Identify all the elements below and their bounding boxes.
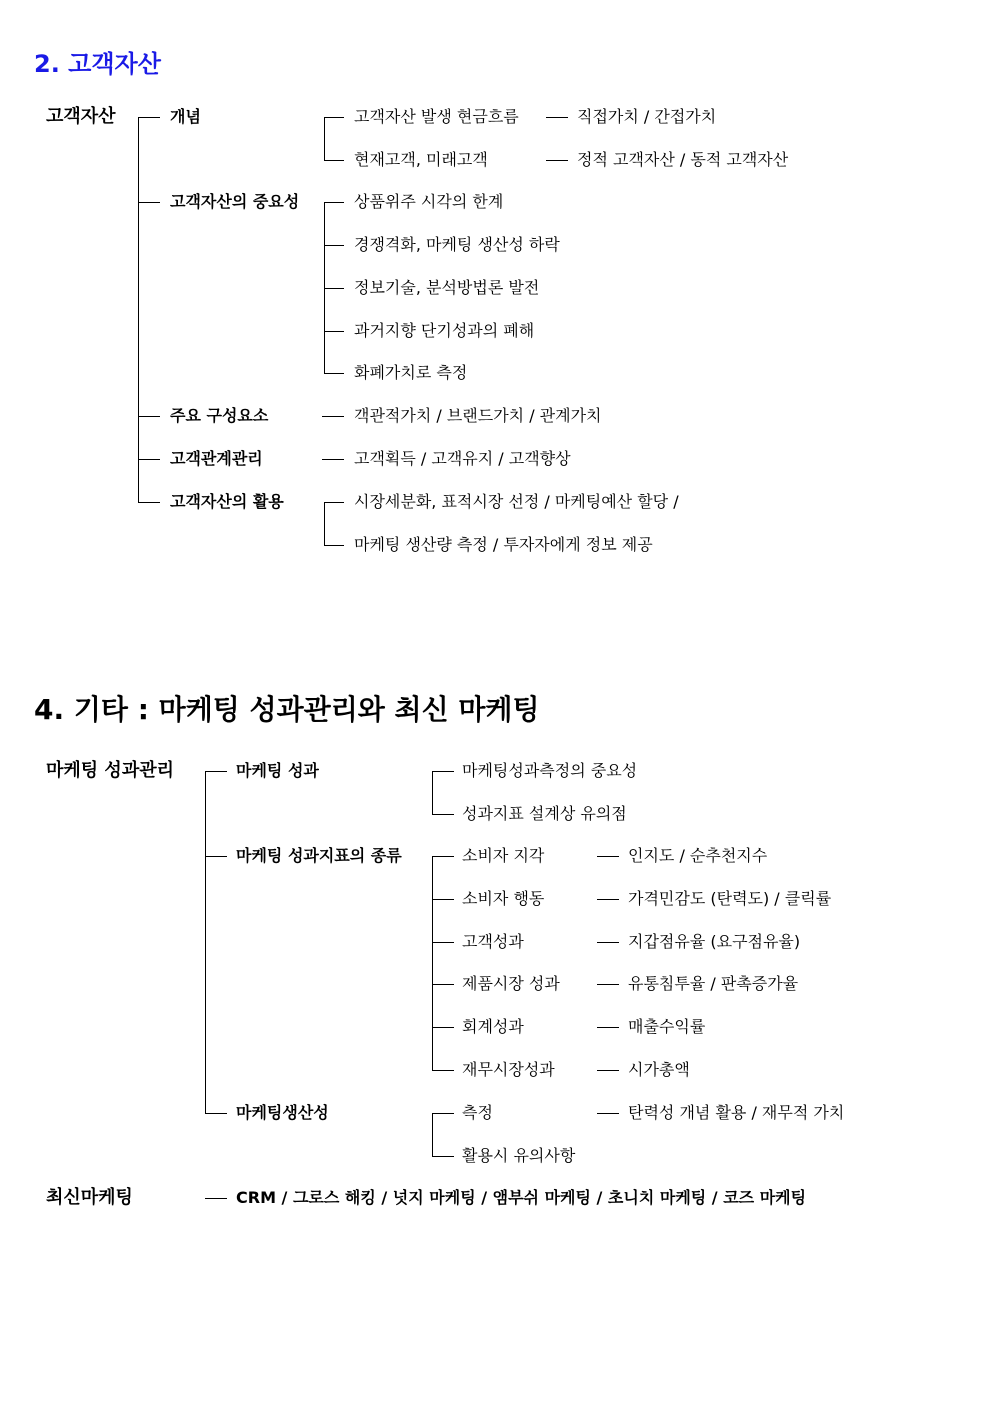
dash-line (597, 899, 619, 900)
concept-label: 개념 (170, 107, 201, 126)
tree-line (432, 899, 454, 900)
tree-line (432, 771, 454, 772)
tree-line (324, 502, 325, 545)
section-4-heading: 4. 기타 : 마케팅 성과관리와 최신 마케팅 (34, 693, 540, 726)
tree-line (205, 1113, 227, 1114)
tree-line (324, 545, 344, 546)
dash-line (205, 1198, 227, 1199)
tree-line (138, 117, 160, 118)
dash-line (546, 160, 568, 161)
kpi-item: 고객성과 (462, 932, 524, 951)
tree-line (138, 459, 160, 460)
importance-item: 화폐가치로 측정 (354, 363, 468, 382)
tree-line (432, 1027, 454, 1028)
tree-line (138, 117, 139, 502)
tree-line (324, 202, 344, 203)
dash-line (322, 416, 344, 417)
tree-line (324, 117, 325, 160)
tree-line (432, 1156, 454, 1157)
tree-line (432, 856, 433, 1070)
dash-line (322, 459, 344, 460)
kpi-detail: 가격민감도 (탄력도) / 클릭률 (628, 889, 832, 908)
importance-item: 정보기술, 분석방법론 발전 (354, 278, 540, 297)
latest-marketing-detail: CRM / 그로스 해킹 / 넛지 마케팅 / 앰부쉬 마케팅 / 초니치 마케팅 / 코즈 마케팅 (236, 1188, 807, 1207)
tree-line (324, 502, 344, 503)
tree-line (138, 202, 160, 203)
productivity-label: 마케팅생산성 (236, 1103, 329, 1122)
productivity-detail: 탄력성 개념 활용 / 재무적 가치 (628, 1103, 845, 1122)
dash-line (597, 1027, 619, 1028)
dash-line (546, 117, 568, 118)
tree-line (432, 856, 454, 857)
tree-line (432, 984, 454, 985)
productivity-item: 활용시 유의사항 (462, 1146, 576, 1165)
section-2-heading: 2. 고객자산 (34, 50, 161, 78)
performance-item: 성과지표 설계상 유의점 (462, 804, 627, 823)
importance-item: 경쟁격화, 마케팅 생산성 하락 (354, 235, 560, 254)
tree-line (432, 1070, 454, 1071)
importance-item: 상품위주 시각의 한계 (354, 192, 504, 211)
customer-asset-root: 고객자산 (46, 106, 116, 127)
dash-line (597, 1070, 619, 1071)
kpi-detail: 매출수익률 (628, 1017, 706, 1036)
tree-line (324, 160, 344, 161)
performance-item: 마케팅성과측정의 중요성 (462, 761, 638, 780)
performance-label: 마케팅 성과 (236, 761, 319, 780)
tree-line (205, 771, 206, 1113)
latest-marketing-label: 최신마케팅 (46, 1187, 133, 1208)
crm-label: 고객관계관리 (170, 449, 263, 468)
dash-line (597, 1113, 619, 1114)
dash-line (597, 984, 619, 985)
tree-line (324, 288, 344, 289)
tree-line (432, 1113, 454, 1114)
crm-detail: 고객획득 / 고객유지 / 고객향상 (354, 449, 571, 468)
tree-line (205, 771, 227, 772)
usage-label: 고객자산의 활용 (170, 492, 284, 511)
tree-line (324, 245, 344, 246)
components-label: 주요 구성요소 (170, 406, 269, 425)
importance-label: 고객자산의 중요성 (170, 192, 300, 211)
marketing-performance-root: 마케팅 성과관리 (46, 760, 174, 781)
tree-line (324, 373, 344, 374)
tree-line (432, 771, 433, 814)
importance-item: 과거지향 단기성과의 폐해 (354, 321, 535, 340)
kpi-item: 소비자 지각 (462, 846, 545, 865)
concept-item: 현재고객, 미래고객 (354, 150, 488, 169)
concept-detail: 정적 고객자산 / 동적 고객자산 (577, 150, 789, 169)
productivity-item: 측정 (462, 1103, 493, 1122)
kpi-item: 회계성과 (462, 1017, 524, 1036)
usage-item: 시장세분화, 표적시장 선정 / 마케팅예산 할당 / (354, 492, 679, 511)
concept-detail: 직접가치 / 간접가치 (577, 107, 717, 126)
tree-line (432, 1113, 433, 1156)
usage-item: 마케팅 생산량 측정 / 투자자에게 정보 제공 (354, 535, 653, 554)
kpi-item: 재무시장성과 (462, 1060, 555, 1079)
kpi-item: 제품시장 성과 (462, 974, 560, 993)
tree-line (138, 502, 160, 503)
kpi-detail: 지갑점유율 (요구점유율) (628, 932, 801, 951)
dash-line (597, 942, 619, 943)
tree-line (205, 856, 227, 857)
kpi-item: 소비자 행동 (462, 889, 545, 908)
tree-line (138, 416, 160, 417)
kpi-types-label: 마케팅 성과지표의 종류 (236, 846, 402, 865)
components-detail: 객관적가치 / 브랜드가치 / 관계가치 (354, 406, 602, 425)
tree-line (432, 814, 454, 815)
tree-line (432, 942, 454, 943)
tree-line (324, 117, 344, 118)
tree-line (324, 331, 344, 332)
kpi-detail: 인지도 / 순추천지수 (628, 846, 768, 865)
dash-line (597, 856, 619, 857)
concept-item: 고객자산 발생 현금흐름 (354, 107, 519, 126)
kpi-detail: 시가총액 (628, 1060, 690, 1079)
kpi-detail: 유통침투율 / 판촉증가율 (628, 974, 799, 993)
